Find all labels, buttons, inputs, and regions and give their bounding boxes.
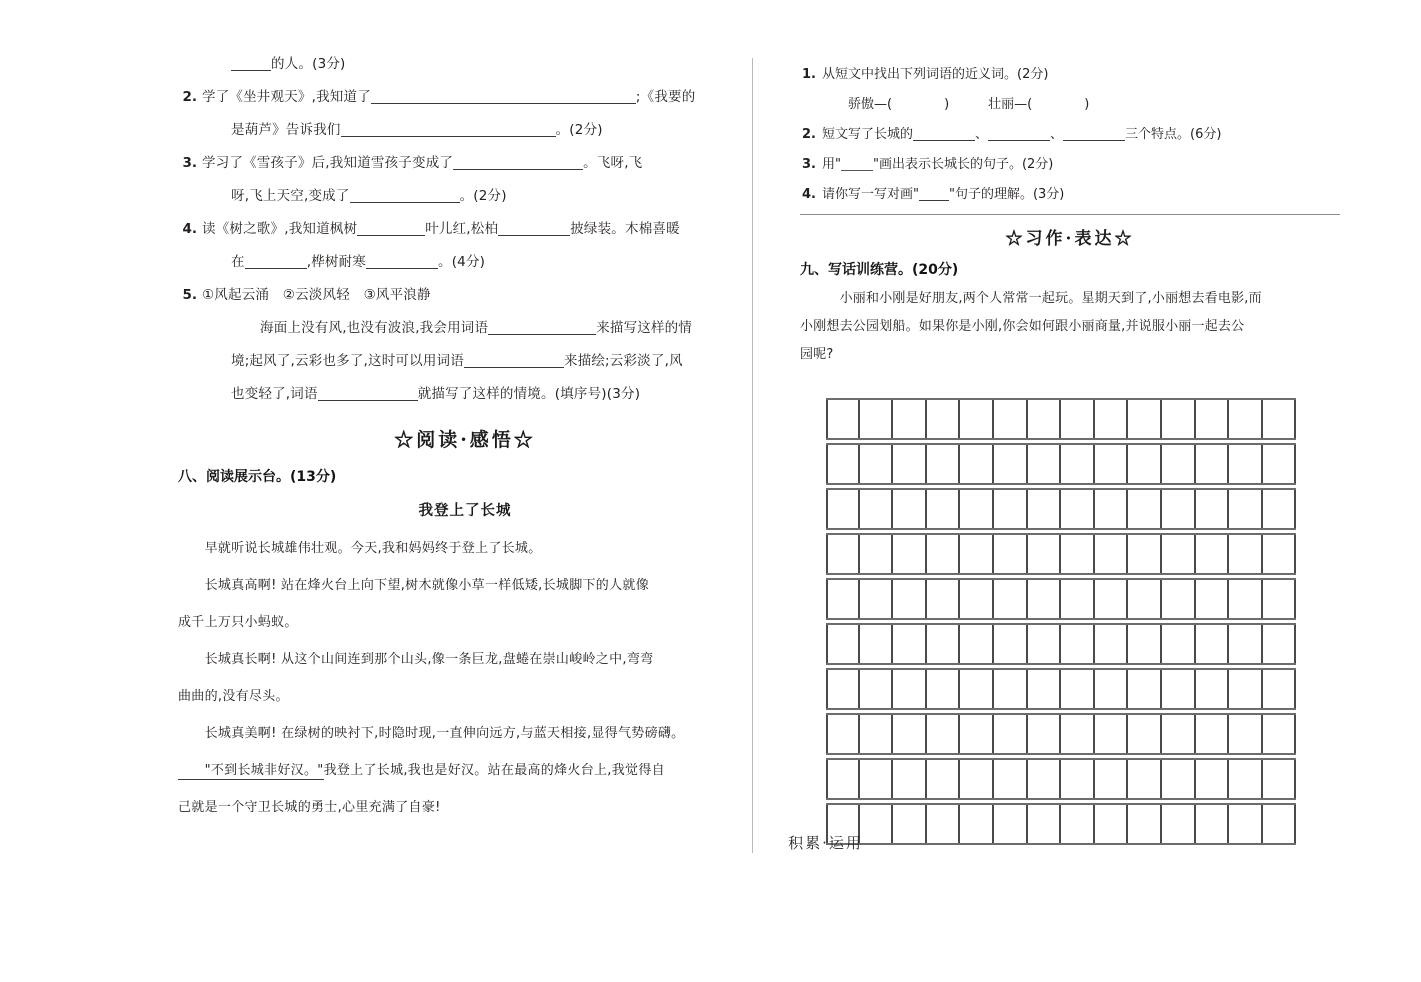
grid-cell[interactable] (860, 445, 894, 483)
grid-cell[interactable] (1095, 760, 1129, 798)
prompt-line: 小丽和小刚是好朋友,两个人常常一起玩。星期天到了,小丽想去看电影,而 (800, 291, 1262, 306)
grid-cell[interactable] (826, 625, 860, 663)
question-text (202, 48, 752, 81)
grid-cell[interactable] (1229, 760, 1263, 798)
grid-cell[interactable] (1095, 670, 1129, 708)
grid-cell[interactable] (893, 760, 927, 798)
question-number: 2. (802, 127, 816, 142)
grid-cell[interactable] (1028, 715, 1062, 753)
writing-section-banner: ☆习作·表达☆ (1005, 229, 1135, 249)
answer-blank[interactable] (371, 89, 636, 104)
text-run: 读《树之歌》,我知道枫树 (202, 221, 358, 237)
grid-cell[interactable] (994, 580, 1028, 618)
comprehension-question-line (800, 90, 1340, 120)
grid-cell[interactable] (927, 715, 961, 753)
grid-cell[interactable] (826, 445, 860, 483)
grid-cell[interactable] (994, 715, 1028, 753)
writing-prompt (800, 285, 1340, 369)
question-text (202, 246, 752, 279)
grid-cell[interactable] (927, 490, 961, 528)
grid-cell[interactable] (1196, 490, 1230, 528)
grid-cell[interactable] (1162, 760, 1196, 798)
grid-cell[interactable] (1263, 580, 1297, 618)
grid-cell[interactable] (1162, 670, 1196, 708)
question-number: 4. (182, 221, 197, 237)
grid-cell[interactable] (1061, 400, 1095, 438)
grid-cell[interactable] (860, 760, 894, 798)
grid-cell[interactable] (994, 490, 1028, 528)
grid-cell[interactable] (1229, 400, 1263, 438)
grid-cell[interactable] (893, 715, 927, 753)
text-run: 己就是一个守卫长城的勇士,心里充满了自豪! (178, 800, 441, 815)
question-number: 1. (802, 67, 816, 82)
grid-cell[interactable] (1162, 490, 1196, 528)
grid-cell[interactable] (1028, 400, 1062, 438)
grid-cell[interactable] (1196, 670, 1230, 708)
grid-cell[interactable] (1095, 400, 1129, 438)
grid-cell[interactable] (1061, 625, 1095, 663)
question-text (822, 180, 1064, 210)
text-run: 早就听说长城雄伟壮观。今天,我和妈妈终于登上了长城。 (178, 541, 542, 556)
question-number: 4. (802, 187, 816, 202)
passage-line (178, 567, 752, 604)
grid-row (826, 758, 1296, 800)
grid-cell[interactable] (1263, 625, 1297, 663)
question-text (202, 378, 752, 411)
text-run: "画出表示长城长的句子。(2分) (872, 157, 1054, 172)
page-fold-line (752, 58, 753, 853)
grid-cell[interactable] (1095, 625, 1129, 663)
grid-cell[interactable] (1128, 445, 1162, 483)
grid-cell[interactable] (893, 535, 927, 573)
question-text (202, 312, 752, 345)
question-text (202, 213, 752, 246)
writing-question-heading: 九、写话训练营。(20分) (800, 262, 959, 278)
text-run: 在 (231, 254, 245, 270)
passage-body (178, 530, 752, 826)
grid-cell[interactable] (826, 715, 860, 753)
grid-row (826, 668, 1296, 710)
grid-cell[interactable] (1263, 535, 1297, 573)
question-line (178, 81, 752, 114)
text-run: 学习了《雪孩子》后,我知道雪孩子变成了 (202, 155, 454, 171)
grid-cell[interactable] (1263, 490, 1297, 528)
question-number: 5. (182, 287, 197, 303)
grid-cell[interactable] (994, 445, 1028, 483)
grid-cell[interactable] (1196, 760, 1230, 798)
grid-cell[interactable] (1128, 490, 1162, 528)
answer-blank[interactable] (231, 56, 271, 71)
grid-cell[interactable] (1162, 535, 1196, 573)
passage-title: 我登上了长城 (418, 503, 512, 519)
grid-cell[interactable] (960, 670, 994, 708)
grid-cell[interactable] (1196, 625, 1230, 663)
question-text (202, 114, 752, 147)
grid-cell[interactable] (1128, 670, 1162, 708)
text-run: 。(2分) (459, 188, 507, 204)
grid-cell[interactable] (1196, 400, 1230, 438)
grid-cell[interactable] (1028, 670, 1062, 708)
question-text (822, 120, 1221, 150)
grid-cell[interactable] (1263, 445, 1297, 483)
text-run: ;《我要的 (635, 89, 696, 105)
question-text (822, 60, 1048, 90)
left-column (178, 48, 752, 868)
grid-cell[interactable] (1196, 445, 1230, 483)
text-run: 骄傲—( ) 壮丽—( ) (848, 97, 1090, 112)
grid-cell[interactable] (960, 715, 994, 753)
grid-cell[interactable] (960, 760, 994, 798)
grid-cell[interactable] (927, 760, 961, 798)
text-run: "句子的理解。(3分) (948, 187, 1065, 202)
text-run: 。飞呀,飞 (583, 155, 643, 171)
fill-in-questions-list (178, 48, 752, 411)
grid-cell[interactable] (826, 490, 860, 528)
grid-cell[interactable] (1061, 715, 1095, 753)
question-number: 2. (182, 89, 197, 105)
wavy-underline-mark (841, 156, 873, 171)
grid-cell[interactable] (960, 535, 994, 573)
text-run: 就描写了这样的情境。(填序号)(3分) (417, 386, 641, 402)
question-line (178, 378, 752, 411)
grid-cell[interactable] (1162, 445, 1196, 483)
text-run: 也变轻了,词语 (231, 386, 318, 402)
grid-cell[interactable] (1061, 580, 1095, 618)
grid-cell[interactable] (927, 535, 961, 573)
text-run: 、 (975, 127, 989, 142)
grid-cell[interactable] (1229, 535, 1263, 573)
grid-cell[interactable] (1028, 580, 1062, 618)
grid-cell[interactable] (1229, 445, 1263, 483)
grid-cell[interactable] (927, 580, 961, 618)
grid-cell[interactable] (1028, 535, 1062, 573)
grid-row (826, 623, 1296, 665)
footer-label: 积累·运用 (788, 834, 863, 852)
grid-cell[interactable] (860, 490, 894, 528)
question-line (178, 345, 752, 378)
grid-cell[interactable] (1061, 670, 1095, 708)
text-run: 披绿装。木棉喜暖 (570, 221, 680, 237)
grid-cell[interactable] (893, 580, 927, 618)
text-run: 、 (1050, 127, 1064, 142)
grid-cell[interactable] (994, 535, 1028, 573)
text-run: 学了《坐井观天》,我知道了 (202, 89, 371, 105)
text-run: 来描绘;云彩淡了,风 (563, 353, 683, 369)
grid-cell[interactable] (927, 400, 961, 438)
passage-line (178, 752, 752, 789)
grid-cell[interactable] (893, 625, 927, 663)
text-run: 呀,飞上天空,变成了 (231, 188, 350, 204)
grid-cell[interactable] (893, 490, 927, 528)
grid-cell[interactable] (994, 760, 1028, 798)
answer-blank[interactable] (366, 254, 438, 269)
grid-cell[interactable] (860, 400, 894, 438)
grid-cell[interactable] (927, 670, 961, 708)
grid-cell[interactable] (1263, 400, 1297, 438)
grid-cell[interactable] (1028, 490, 1062, 528)
comprehension-question-line (800, 60, 1340, 90)
grid-cell[interactable] (1061, 445, 1095, 483)
grid-cell[interactable] (960, 490, 994, 528)
grid-row (826, 578, 1296, 620)
grid-cell[interactable] (1061, 490, 1095, 528)
text-run: 。(2分) (555, 122, 603, 138)
text-run: 的人。(3分) (271, 56, 346, 72)
answer-blank[interactable] (453, 155, 583, 170)
grid-cell[interactable] (1263, 715, 1297, 753)
answer-blank[interactable] (498, 221, 570, 236)
grid-cell[interactable] (994, 625, 1028, 663)
grid-cell[interactable] (1095, 445, 1129, 483)
grid-cell[interactable] (860, 535, 894, 573)
comprehension-question-line (800, 150, 1340, 180)
grid-cell[interactable] (1028, 445, 1062, 483)
text-run: 海面上没有风,也没有波浪,我会用词语 (260, 320, 489, 336)
grid-cell[interactable] (1229, 625, 1263, 663)
grid-cell[interactable] (1128, 715, 1162, 753)
comprehension-questions-list (800, 60, 1340, 210)
grid-cell[interactable] (860, 580, 894, 618)
prompt-line: 小刚想去公园划船。如果你是小刚,你会如何跟小丽商量,并说服小丽一起去公 (800, 319, 1245, 334)
grid-row (826, 443, 1296, 485)
answer-blank[interactable] (988, 126, 1050, 141)
grid-cell[interactable] (1061, 760, 1095, 798)
grid-cell[interactable] (860, 715, 894, 753)
grid-row (826, 533, 1296, 575)
grid-cell[interactable] (1095, 535, 1129, 573)
question-text (822, 90, 1089, 120)
text-run: 长城真高啊! 站在烽火台上向下望,树木就像小草一样低矮,长城脚下的人就像 (178, 578, 650, 593)
grid-cell[interactable] (1128, 760, 1162, 798)
text-run: 。(4分) (438, 254, 486, 270)
text-run: 从短文中找出下列词语的近义词。(2分) (822, 67, 1049, 82)
text-run: 我登上了长城,我也是好汉。站在最高的烽火台上,我觉得自 (323, 763, 665, 778)
grid-cell[interactable] (1229, 580, 1263, 618)
answer-blank[interactable] (318, 386, 418, 401)
comprehension-question-line (800, 120, 1340, 150)
question-line (178, 213, 752, 246)
question-text (202, 81, 752, 114)
grid-cell[interactable] (1229, 715, 1263, 753)
answer-blank[interactable] (919, 186, 949, 201)
answer-blank[interactable] (1063, 126, 1125, 141)
grid-cell[interactable] (1196, 535, 1230, 573)
text-run: ,桦树耐寒 (306, 254, 366, 270)
question-line (178, 180, 752, 213)
grid-cell[interactable] (927, 445, 961, 483)
answer-blank[interactable] (341, 122, 556, 137)
grid-cell[interactable] (826, 670, 860, 708)
question-line (178, 279, 752, 312)
question-line (178, 312, 752, 345)
text-run: 短文写了长城的 (822, 127, 914, 142)
text-run: 叶儿红,松柏 (425, 221, 499, 237)
passage-line (178, 678, 752, 715)
text-run: 用" (822, 157, 841, 172)
grid-cell[interactable] (1263, 670, 1297, 708)
question-text (202, 345, 752, 378)
grid-cell[interactable] (1162, 715, 1196, 753)
underlined-quote: "不到长城非好汉。" (178, 763, 324, 778)
comprehension-question-line (800, 180, 1340, 210)
grid-cell[interactable] (1196, 715, 1230, 753)
grid-cell[interactable] (1128, 580, 1162, 618)
text-run: 成千上万只小蚂蚁。 (178, 615, 298, 630)
text-run: 来描写这样的情 (596, 320, 693, 336)
grid-cell[interactable] (1196, 580, 1230, 618)
passage-line (178, 715, 752, 752)
text-run: 曲曲的,没有尽头。 (178, 689, 289, 704)
text-run: 长城真美啊! 在绿树的映衬下,时隐时现,一直伸向远方,与蓝天相接,显得气势磅礴。 (178, 726, 685, 741)
grid-cell[interactable] (1028, 760, 1062, 798)
prompt-line: 园呢? (800, 347, 834, 362)
grid-cell[interactable] (960, 400, 994, 438)
text-run: 三个特点。(6分) (1125, 127, 1222, 142)
grid-cell[interactable] (1061, 535, 1095, 573)
text-run: 境;起风了,云彩也多了,这时可以用词语 (231, 353, 464, 369)
grid-cell[interactable] (1128, 535, 1162, 573)
question-number: 3. (182, 155, 197, 171)
reading-section-banner: ☆阅读·感悟☆ (394, 429, 536, 451)
grid-cell[interactable] (1162, 580, 1196, 618)
composition-grid[interactable] (826, 398, 1296, 845)
question-line (178, 147, 752, 180)
question-number: 3. (802, 157, 816, 172)
answer-blank[interactable] (488, 320, 596, 335)
text-run: 长城真长啊! 从这个山间连到那个山头,像一条巨龙,盘蜷在崇山峻岭之中,弯弯 (178, 652, 654, 667)
answer-blank[interactable] (357, 221, 425, 236)
grid-cell[interactable] (1095, 580, 1129, 618)
grid-cell[interactable] (826, 535, 860, 573)
grid-cell[interactable] (860, 625, 894, 663)
grid-cell[interactable] (860, 670, 894, 708)
grid-cell[interactable] (1128, 400, 1162, 438)
question-text (202, 279, 752, 312)
page-footer (0, 832, 1421, 853)
grid-cell[interactable] (826, 760, 860, 798)
text-run: 是葫芦》告诉我们 (231, 122, 341, 138)
grid-cell[interactable] (1229, 490, 1263, 528)
question-line (178, 246, 752, 279)
text-run: ①风起云涌 ②云淡风轻 ③风平浪静 (202, 287, 431, 303)
grid-cell[interactable] (1162, 625, 1196, 663)
question-text (202, 147, 752, 180)
passage-line (178, 789, 752, 826)
grid-cell[interactable] (893, 400, 927, 438)
grid-cell[interactable] (1128, 625, 1162, 663)
grid-cell[interactable] (1095, 490, 1129, 528)
grid-cell[interactable] (994, 670, 1028, 708)
grid-row (826, 488, 1296, 530)
grid-cell[interactable] (1162, 400, 1196, 438)
grid-cell[interactable] (1229, 670, 1263, 708)
grid-cell[interactable] (1263, 760, 1297, 798)
question-line (178, 114, 752, 147)
grid-cell[interactable] (893, 445, 927, 483)
grid-cell[interactable] (826, 400, 860, 438)
answer-blank[interactable] (245, 254, 307, 269)
question-text (202, 180, 752, 213)
question-text (822, 150, 1053, 180)
grid-row (826, 713, 1296, 755)
answer-blank[interactable] (350, 188, 460, 203)
grid-cell[interactable] (927, 625, 961, 663)
question-line (178, 48, 752, 81)
grid-cell[interactable] (893, 670, 927, 708)
grid-cell[interactable] (994, 400, 1028, 438)
passage-line (178, 641, 752, 678)
answer-blank[interactable] (464, 353, 564, 368)
grid-row (826, 398, 1296, 440)
grid-cell[interactable] (1095, 715, 1129, 753)
grid-cell[interactable] (826, 580, 860, 618)
text-run: 请你写一写对画" (822, 187, 919, 202)
reading-question-heading: 八、阅读展示台。(13分) (178, 469, 337, 485)
passage-line (178, 604, 752, 641)
answer-blank[interactable] (913, 126, 975, 141)
passage-line (178, 530, 752, 567)
grid-cell[interactable] (960, 625, 994, 663)
grid-cell[interactable] (1028, 625, 1062, 663)
grid-cell[interactable] (960, 445, 994, 483)
grid-cell[interactable] (960, 580, 994, 618)
